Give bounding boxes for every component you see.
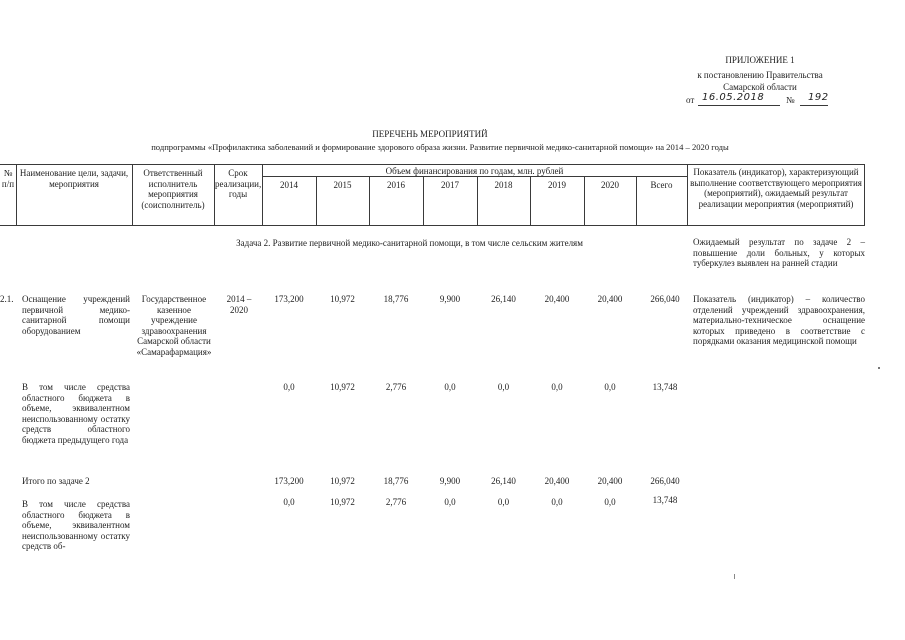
appendix-from-label: от [686, 95, 695, 105]
row-value-2015: 10,972 [330, 294, 355, 304]
list-subtitle: подпрограммы «Профилактика заболеваний и формирование здорового образа жизни. Развитие первичной медико-санитарной помощи» на 2014 – 2020 годы [151, 142, 729, 152]
row-value-2019: 20,400 [544, 476, 570, 486]
row-value-2018: 0,0 [497, 497, 510, 507]
header-year-2016: 2016 [387, 180, 405, 190]
row-value-2017: 0,0 [444, 497, 456, 507]
row-value-2019: 0,0 [551, 382, 563, 392]
header-bottom-border [0, 225, 865, 226]
row-value-2018: 0,0 [497, 382, 510, 392]
appendix-title: ПРИЛОЖЕНИЕ 1 [725, 55, 795, 65]
header-divider [864, 164, 865, 226]
row-value-total: 13,748 [652, 382, 678, 392]
row-value-2018: 26,140 [491, 294, 516, 304]
scan-speck [878, 367, 880, 369]
list-title: ПЕРЕЧЕНЬ МЕРОПРИЯТИЙ [372, 129, 488, 139]
row-name: В том числе средства областного бюджета в объеме, эквивалентном неиспользованному остатку средств об- [22, 499, 130, 551]
row-value-2016: 18,776 [383, 476, 409, 486]
header-num: № п/п [1, 168, 15, 189]
appendix-line-2: Самарской области [723, 82, 797, 92]
header-indicator: Показатель (индикатор), характеризующий выполнение соответствующего мероприятия (мероприятий), ожидаемый результат реализации мероприятия (мероприятий) [690, 167, 862, 209]
row-name: В том числе средства областного бюджета в объеме, эквивалентном неиспользованному остатку средств областного бюджета предыдущего года [22, 382, 130, 445]
row-value-2018: 26,140 [491, 476, 516, 486]
row-value-2017: 0,0 [444, 382, 456, 392]
header-year-2017: 2017 [441, 180, 459, 190]
header-term: Срок реализации, годы [215, 168, 262, 199]
header-total: Всего [650, 180, 673, 190]
row-name: Оснащение учреждений первичной медико-санитарной помощи оборудованием [22, 294, 130, 336]
number-underline [800, 105, 828, 106]
header-year-2018: 2018 [494, 180, 513, 190]
row-value-2019: 0,0 [551, 497, 563, 507]
header-top-border [0, 164, 865, 165]
row-indicator: Показатель (индикатор) – количество отделений учреждений здравоохранения, материально-техническое оснащение которых приведено в соответствие с порядками оказания медицинской помощи [693, 294, 865, 346]
row-value-2014: 173,200 [274, 476, 304, 486]
row-value-2017: 9,900 [439, 294, 461, 304]
row-value-2016: 18,776 [383, 294, 409, 304]
row-value-2020: 0,0 [604, 497, 616, 507]
header-year-2014: 2014 [280, 180, 298, 190]
row-value-2016: 2,776 [385, 497, 407, 507]
appendix-no-label: № [786, 95, 795, 105]
row-value-2020: 0,0 [604, 382, 616, 392]
row-value-2020: 20,400 [597, 476, 623, 486]
row-value-2015: 10,972 [330, 476, 355, 486]
row-value-2014: 0,0 [283, 497, 295, 507]
header-funding: Объем финансирования по годам, млн. рублей [385, 166, 564, 176]
task-title: Задача 2. Развитие первичной медико-санитарной помощи, в том числе сельским жителям [236, 238, 583, 248]
task-expected-result: Ожидаемый результат по задаче 2 – повышение доли больных, у которых туберкулез выявлен на ранней стадии [693, 237, 865, 268]
row-value-2015: 10,972 [330, 382, 355, 392]
header-name: Наименование цели, задачи, мероприятия [19, 168, 129, 189]
row-value-2017: 9,900 [439, 476, 461, 486]
row-name: Итого по задаче 2 [22, 476, 90, 486]
header-divider [687, 164, 688, 226]
row-term: 2014 – 2020 [226, 294, 252, 315]
row-value-2014: 0,0 [283, 382, 295, 392]
header-year-2015: 2015 [333, 180, 352, 190]
row-value-total: 266,040 [650, 294, 680, 304]
row-value-2020: 20,400 [597, 294, 623, 304]
row-executor: Государственное казенное учреждение здравоохранения Самарской области «Самарафармация» [136, 294, 212, 357]
appendix-number: 192 [808, 92, 829, 103]
header-divider [16, 164, 17, 226]
row-value-2019: 20,400 [544, 294, 570, 304]
date-underline [698, 105, 780, 106]
header-year-2020: 2020 [601, 180, 619, 190]
row-value-2015: 10,972 [330, 497, 355, 507]
row-value-2016: 2,776 [385, 382, 407, 392]
header-year-2019: 2019 [548, 180, 566, 190]
header-divider [132, 164, 133, 226]
row-value-2014: 173,200 [274, 294, 304, 304]
row-number: 2.1. [0, 294, 14, 304]
row-value-total: 266,040 [650, 476, 680, 486]
appendix-date: 16.05.2018 [702, 92, 765, 103]
appendix-line-1: к постановлению Правительства [697, 70, 823, 80]
scan-speck [734, 574, 735, 579]
row-value-total: 13,748 [652, 495, 678, 505]
header-executor: Ответственный исполнитель мероприятия (соисполнитель) [141, 168, 205, 210]
